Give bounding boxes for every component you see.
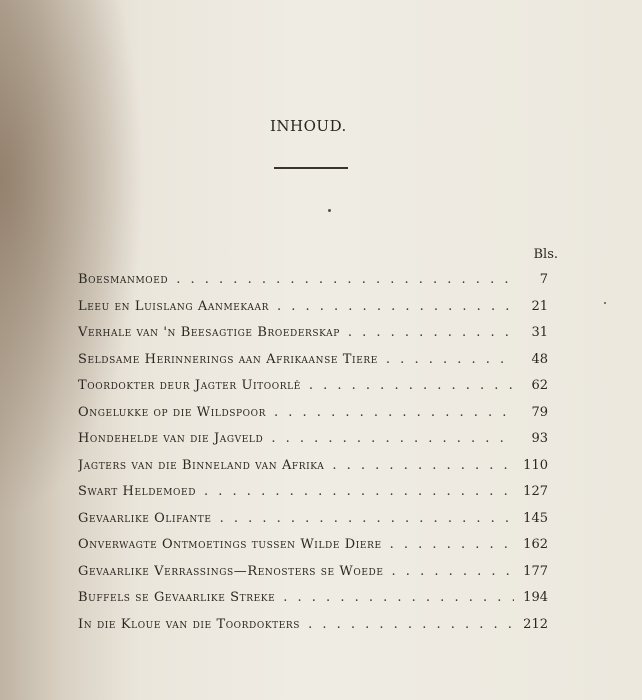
toc-entry-title: In die Kloue van die Toordokters (78, 616, 301, 632)
toc-entry (78, 325, 548, 352)
toc-entry-title: Swart Heldemoed (78, 484, 197, 499)
dot-leader (348, 325, 514, 340)
toc-entry-title: Gevaarlike Verrassings—Renosters se Woede (78, 563, 384, 579)
toc-entry-title: Ongelukke op die Wildspoor (78, 404, 267, 420)
toc-entry-title: Verhale van 'n Beesagtige Broederskap (78, 325, 340, 340)
toc-entry-page: 177 (523, 563, 548, 579)
toc-entry-page: 194 (523, 590, 548, 605)
toc-entry-page: 93 (531, 431, 548, 446)
toc-entry (78, 299, 548, 326)
dot-leader (309, 378, 514, 393)
dot-leader (386, 352, 514, 367)
dot-leader (277, 299, 514, 314)
table-of-contents (78, 272, 548, 643)
title-divider (274, 167, 348, 169)
dot-leader (390, 537, 514, 552)
toc-entry (78, 352, 548, 379)
dot-leader (271, 431, 514, 446)
toc-entry (78, 431, 548, 458)
dot-leader (274, 405, 514, 420)
toc-entry-page: 7 (539, 272, 548, 287)
dot-leader (220, 511, 514, 526)
page-title: INHOUD. (270, 117, 347, 135)
toc-entry-title: Buffels se Gevaarlike Streke (78, 590, 276, 605)
toc-entry (78, 590, 548, 617)
toc-entry-page: 127 (523, 484, 548, 499)
page-speck (604, 302, 606, 304)
dot-leader (204, 484, 514, 499)
toc-entry (78, 378, 548, 405)
toc-entry (78, 564, 548, 591)
dot-leader (332, 458, 514, 473)
toc-entry-page: 110 (523, 457, 548, 473)
page-column-label: Bls. (533, 247, 558, 262)
toc-entry-page: 48 (531, 351, 548, 367)
toc-entry (78, 484, 548, 511)
dot-leader (176, 272, 514, 287)
toc-entry (78, 405, 548, 432)
toc-entry-title: Onverwagte Ontmoetings tussen Wilde Diere (78, 537, 382, 552)
dot-leader (392, 564, 514, 579)
toc-entry (78, 511, 548, 538)
toc-entry-page: 212 (523, 616, 548, 632)
dot-leader (308, 617, 514, 632)
toc-entry-page: 79 (531, 404, 548, 420)
toc-entry-title: Jagters van die Binneland van Afrika (78, 457, 325, 473)
toc-entry (78, 537, 548, 564)
page-speck (328, 209, 331, 212)
toc-entry-title: Boesmanmoed (78, 272, 169, 287)
toc-entry-title: Hondehelde van die Jagveld (78, 431, 264, 446)
toc-entry-title: Leeu en Luislang Aanmekaar (78, 298, 269, 314)
toc-entry (78, 458, 548, 485)
toc-entry-page: 162 (523, 537, 548, 552)
dot-leader (283, 590, 514, 605)
toc-entry-page: 145 (523, 510, 548, 526)
toc-entry-page: 21 (531, 298, 548, 314)
toc-entry-page: 62 (531, 378, 548, 393)
toc-entry (78, 617, 548, 644)
toc-entry-title: Gevaarlike Olifante (78, 510, 212, 526)
toc-entry (78, 272, 548, 299)
toc-entry-page: 31 (531, 325, 548, 340)
toc-entry-title: Toordokter deur Jagter Uitoorlê (78, 378, 301, 393)
toc-entry-title: Seldsame Herinnerings aan Afrikaanse Tiere (78, 351, 378, 367)
